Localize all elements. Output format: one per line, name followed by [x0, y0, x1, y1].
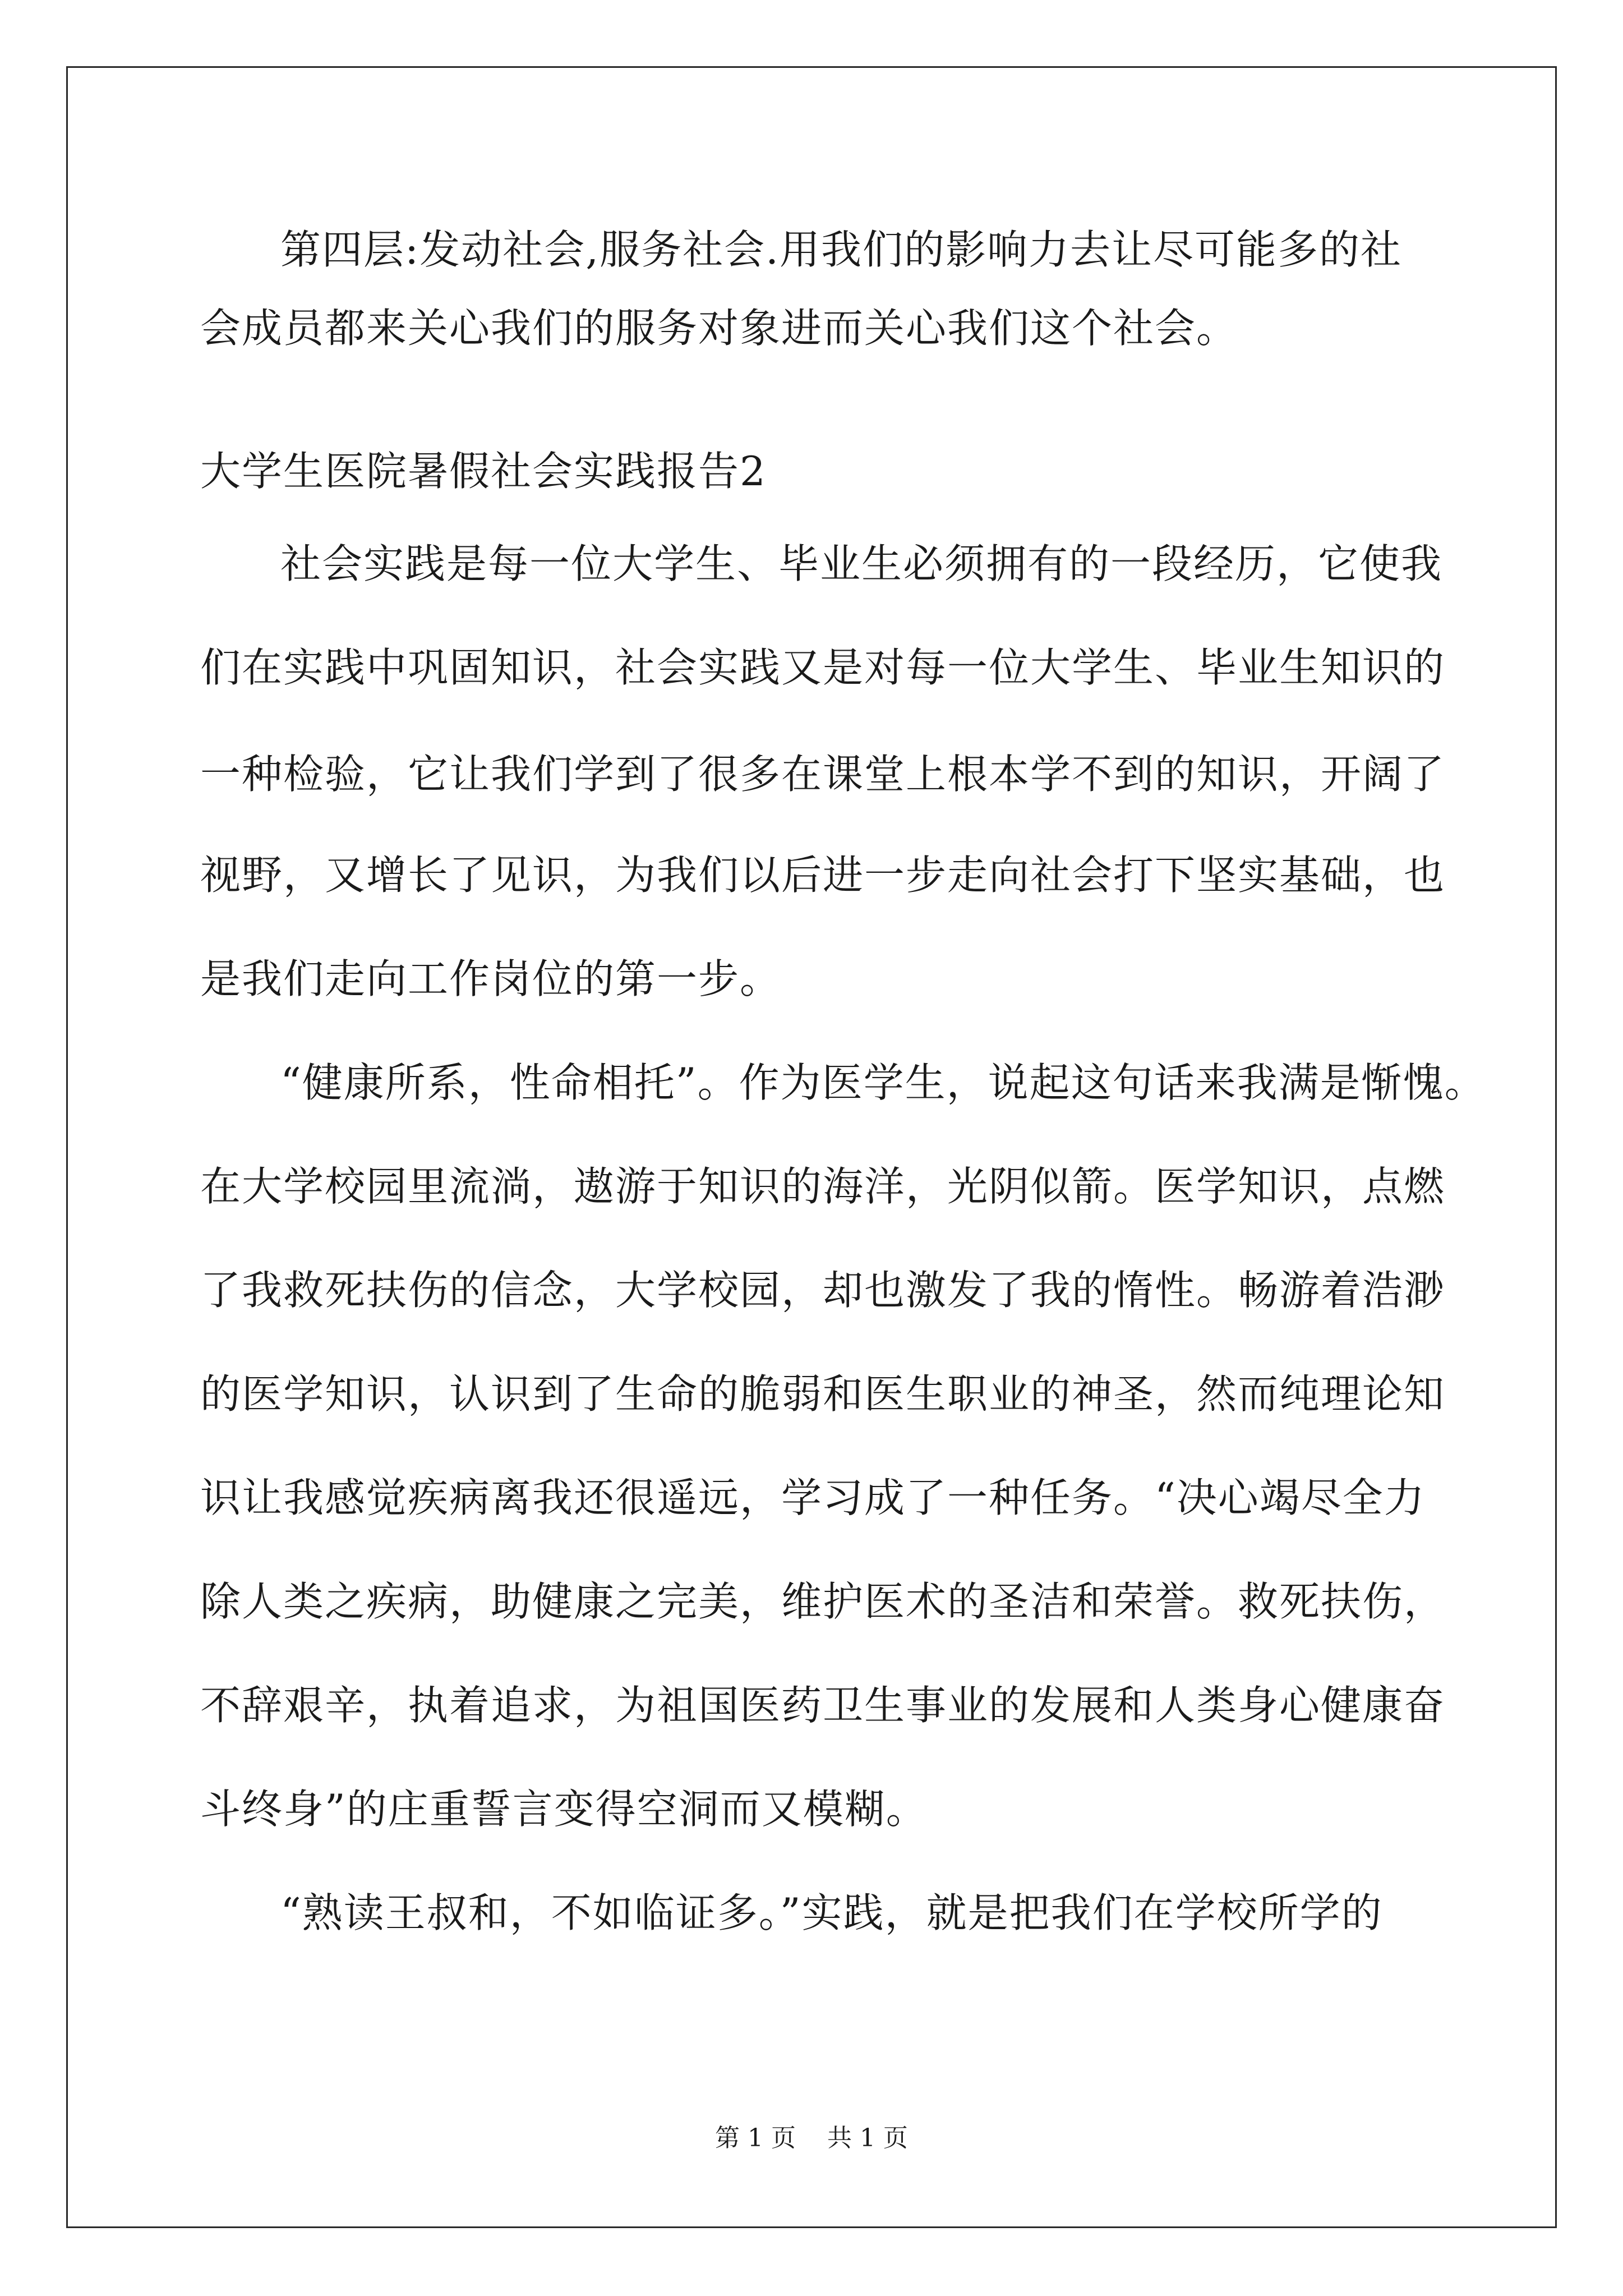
- paragraph-line: 社会实践是每一位大学生、毕业生必须拥有的一段经历，它使我: [280, 540, 1443, 587]
- paragraph-line: “健康所系，性命相托”。作为医学生，说起这句话来我满是惭愧。: [280, 1059, 1486, 1106]
- paragraph-line: 第四层:发动社会,服务社会.用我们的影响力去让尽可能多的社: [280, 226, 1403, 273]
- paragraph-line: 们在实践中巩固知识，社会实践又是对每一位大学生、毕业生知识的: [200, 644, 1446, 691]
- section-heading: 大学生医院暑假社会实践报告2: [200, 448, 767, 495]
- paragraph-line: 了我救死扶伤的信念，大学校园，却也激发了我的惰性。畅游着浩渺: [200, 1267, 1446, 1314]
- paragraph-line: 除人类之疾病，助健康之完美，维护医术的圣洁和荣誉。救死扶伤，: [200, 1578, 1446, 1625]
- paragraph-line: 会成员都来关心我们的服务对象进而关心我们这个社会。: [200, 305, 1238, 352]
- paragraph-line: 识让我感觉疾病离我还很遥远，学习成了一种任务。“决心竭尽全力: [200, 1474, 1426, 1521]
- paragraph-line: 视野，又增长了见识，为我们以后进一步走向社会打下坚实基础，也: [200, 852, 1446, 899]
- paragraph-line: 是我们走向工作岗位的第一步。: [200, 955, 782, 1002]
- paragraph-line: “熟读王叔和，不如临证多。”实践，就是把我们在学校所学的: [280, 1889, 1383, 1936]
- paragraph-line: 的医学知识，认识到了生命的脆弱和医生职业的神圣，然而纯理论知: [200, 1370, 1446, 1418]
- paragraph-line: 一种检验，它让我们学到了很多在课堂上根本学不到的知识，开阔了: [200, 751, 1446, 798]
- paragraph-line: 在大学校园里流淌，遨游于知识的海洋，光阴似箭。医学知识，点燃: [200, 1163, 1446, 1210]
- page-footer: 第 1 页 共 1 页: [715, 2124, 908, 2152]
- paragraph-line: 斗终身”的庄重誓言变得空洞而又模糊。: [200, 1786, 928, 1833]
- paragraph-line: 不辞艰辛，执着追求，为祖国医药卫生事业的发展和人类身心健康奋: [200, 1682, 1446, 1729]
